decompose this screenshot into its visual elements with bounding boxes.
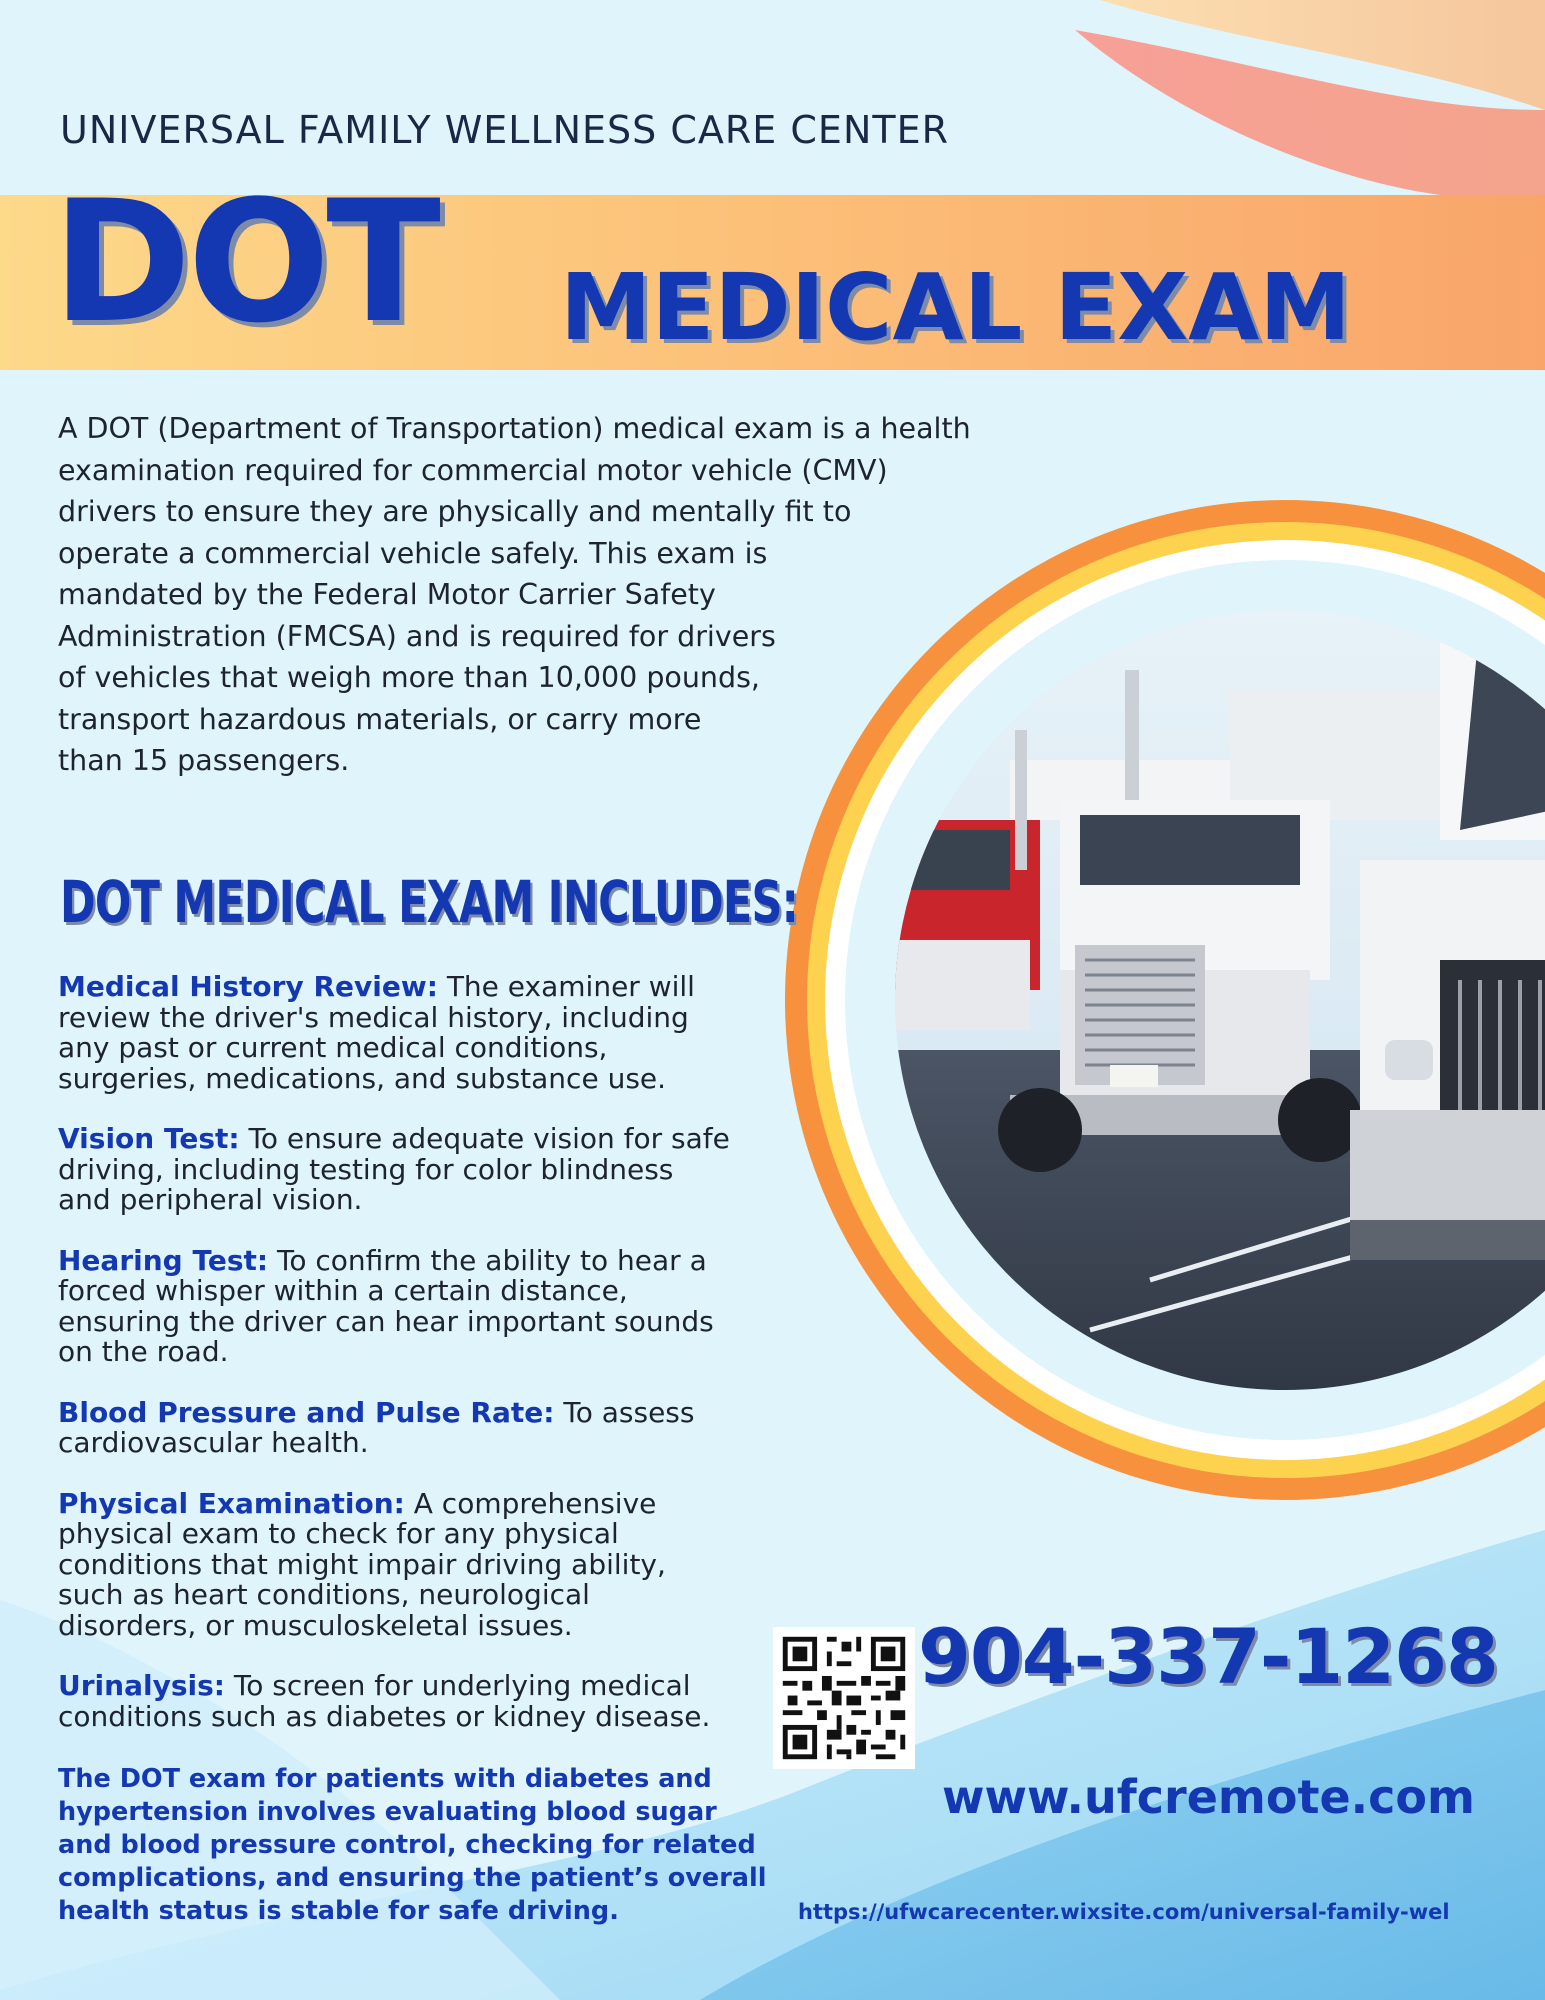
item-text: driving, including testing for color blindness xyxy=(58,1152,674,1186)
item-text: surgeries, medications, and substance use. xyxy=(58,1061,667,1095)
item-title: Vision Test: xyxy=(58,1122,240,1155)
qr-code-icon[interactable] xyxy=(773,1627,915,1769)
item-hearing-test xyxy=(58,1243,798,1368)
item-text: physical exam to check for any physical xyxy=(58,1517,619,1550)
website-link[interactable]: www.ufcremote.com xyxy=(942,1770,1475,1824)
item-vision-test xyxy=(58,1124,798,1216)
phone-number[interactable]: 904-337-1268 xyxy=(918,1612,1498,1701)
item-medical-history xyxy=(58,972,798,1094)
item-blood-pressure xyxy=(58,1395,798,1459)
intro-line: Administration (FMCSA) and is required for drivers xyxy=(58,619,776,653)
item-physical-exam xyxy=(58,1486,798,1642)
item-text: To assess xyxy=(554,1395,695,1429)
item-text: such as heart conditions, neurological xyxy=(58,1578,590,1611)
item-title: Blood Pressure and Pulse Rate: xyxy=(58,1395,555,1429)
intro-line: A DOT (Department of Transportation) medical exam is a health xyxy=(58,412,971,445)
intro-line: than 15 passengers. xyxy=(58,744,350,777)
item-text: A comprehensive xyxy=(404,1486,657,1520)
intro-line: operate a commercial vehicle safely. This exam is xyxy=(58,536,768,570)
title-dot: DOT xyxy=(52,164,437,360)
note-line: complications, and ensuring the patient’s overall xyxy=(58,1863,767,1893)
item-text: To ensure adequate vision for safe xyxy=(239,1122,730,1155)
item-text: and peripheral vision. xyxy=(58,1183,363,1216)
title-medical-exam: MEDICAL EXAM xyxy=(560,254,1351,361)
diabetes-note xyxy=(58,1763,788,1928)
intro-line: mandated by the Federal Motor Carrier Safety xyxy=(58,578,716,611)
item-urinalysis xyxy=(58,1671,798,1732)
note-line: The DOT exam for patients with diabetes and xyxy=(58,1764,712,1794)
item-title: Urinalysis: xyxy=(58,1669,225,1702)
item-text: on the road. xyxy=(58,1335,229,1368)
item-text: ensuring the driver can hear important sounds xyxy=(58,1304,714,1338)
item-text: To confirm the ability to hear a xyxy=(268,1243,707,1277)
item-text: conditions that might impair driving ability, xyxy=(58,1547,666,1581)
item-title: Medical History Review: xyxy=(58,970,438,1003)
center-name: UNIVERSAL FAMILY WELLNESS CARE CENTER xyxy=(60,108,949,152)
item-text: The examiner will xyxy=(437,970,695,1003)
intro-line: transport hazardous materials, or carry more xyxy=(58,702,702,736)
item-text: forced whisper within a certain distance, xyxy=(58,1274,628,1307)
includes-list xyxy=(58,972,798,1762)
site-url-link[interactable]: https://ufwcarecenter.wixsite.com/universal-family-wel xyxy=(798,1900,1450,1924)
qr-code-graphic xyxy=(773,1627,915,1769)
item-text: disorders, or musculoskeletal issues. xyxy=(58,1608,573,1642)
item-title: Physical Examination: xyxy=(58,1486,405,1520)
item-text: conditions such as diabetes or kidney disease. xyxy=(58,1699,711,1733)
note-line: health status is stable for safe driving. xyxy=(58,1896,619,1926)
includes-heading: DOT MEDICAL EXAM INCLUDES: xyxy=(60,868,799,936)
item-text: To screen for underlying medical xyxy=(224,1669,691,1702)
item-title: Hearing Test: xyxy=(58,1243,269,1277)
note-line: hypertension involves evaluating blood sugar xyxy=(58,1797,717,1827)
intro-line: of vehicles that weigh more than 10,000 pounds, xyxy=(58,661,760,694)
intro-line: drivers to ensure they are physically and mentally fit to xyxy=(58,495,852,528)
item-text: review the driver's medical history, including xyxy=(58,1000,689,1034)
note-line: and blood pressure control, checking for related xyxy=(58,1830,756,1860)
item-text: any past or current medical conditions, xyxy=(58,1031,608,1064)
intro-paragraph xyxy=(58,408,1048,782)
intro-line: examination required for commercial motor vehicle (CMV) xyxy=(58,453,888,487)
item-text: cardiovascular health. xyxy=(58,1426,369,1459)
